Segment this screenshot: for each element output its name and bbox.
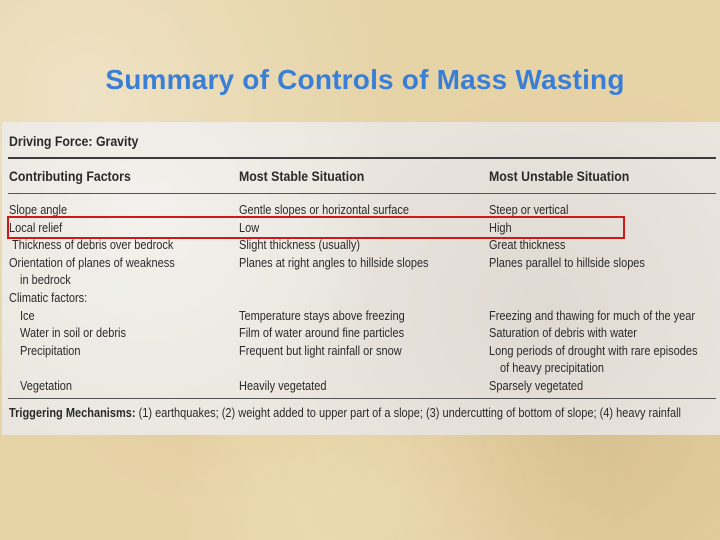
header-most-unstable: Most Unstable Situation: [489, 168, 630, 184]
table-cell: Vegetation: [20, 379, 73, 393]
table-cell: Water in soil or debris: [20, 326, 126, 340]
table-cell: Sparsely vegetated: [489, 379, 584, 393]
table-cell: Slope angle: [9, 203, 68, 217]
table-cell: Freezing and thawing for much of the year: [489, 309, 696, 323]
table-cell: Long periods of drought with rare episodes: [489, 344, 698, 358]
table-cell: Great thickness: [489, 238, 566, 252]
table-rule-bottom: [8, 398, 716, 399]
table-rule-header: [8, 193, 716, 194]
local-relief-highlight: [7, 216, 625, 239]
slide-title: Summary of Controls of Mass Wasting: [105, 64, 625, 95]
table-cell: of heavy precipitation: [500, 361, 604, 375]
table-cell: Saturation of debris with water: [489, 326, 637, 340]
table-cell: Precipitation: [20, 344, 81, 358]
table-cell: Ice: [20, 309, 35, 323]
table-cell: Temperature stays above freezing: [239, 309, 405, 323]
header-most-stable: Most Stable Situation: [239, 168, 365, 184]
triggering-mechanisms: [9, 406, 681, 420]
table-cell: Climatic factors:: [9, 291, 88, 305]
table-cell: Orientation of planes of weakness: [9, 256, 175, 270]
triggering-label: Triggering Mechanisms:: [9, 406, 136, 420]
table-cell: Low: [239, 221, 260, 235]
table-cell: Gentle slopes or horizontal surface: [239, 203, 409, 217]
header-contributing-factors: Contributing Factors: [9, 168, 131, 184]
table-cell: Frequent but light rainfall or snow: [239, 344, 402, 358]
table-cell: Film of water around fine particles: [239, 326, 405, 340]
triggering-text: (1) earthquakes; (2) weight added to upper part of a slope; (3) undercutting of bottom of slope; (4) heavy rainfall: [138, 406, 681, 420]
table-cell: Local relief: [9, 221, 63, 235]
table-cell: Planes parallel to hillside slopes: [489, 256, 645, 270]
table-cell: Slight thickness (usually): [239, 238, 361, 252]
table-cell: Heavily vegetated: [239, 379, 327, 393]
table-rule-top: [8, 157, 716, 159]
table-cell: Steep or vertical: [489, 203, 569, 217]
table-cell: Planes at right angles to hillside slopes: [239, 256, 429, 270]
driving-force-heading: Driving Force: Gravity: [9, 133, 139, 149]
table-cell: High: [489, 221, 512, 235]
table-cell: in bedrock: [20, 273, 71, 287]
controls-table: [2, 122, 720, 435]
table-cell: Thickness of debris over bedrock: [12, 238, 174, 252]
